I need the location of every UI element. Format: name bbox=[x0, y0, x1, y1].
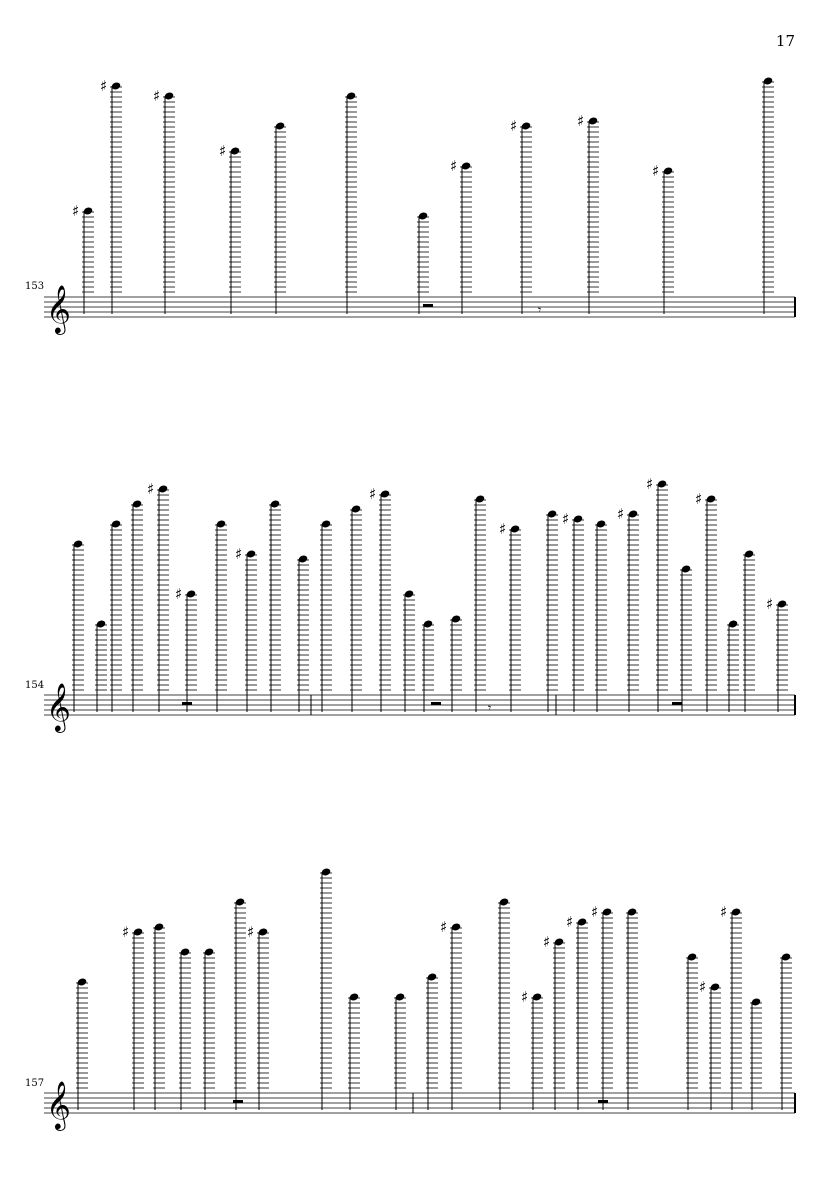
sharp-icon: ♯ bbox=[720, 903, 728, 921]
sharp-icon: ♯ bbox=[617, 505, 625, 523]
half-rest-icon bbox=[598, 1100, 608, 1103]
sharp-icon: ♯ bbox=[591, 903, 599, 921]
treble-clef-icon: 𝄞 bbox=[46, 284, 71, 333]
sharp-icon: ♯ bbox=[521, 988, 529, 1006]
half-rest-icon bbox=[431, 702, 441, 705]
sharp-icon: ♯ bbox=[440, 918, 448, 936]
sharp-icon: ♯ bbox=[369, 485, 377, 503]
sharp-icon: ♯ bbox=[153, 87, 161, 105]
measure-number: 157 bbox=[25, 1078, 45, 1089]
sharp-icon: ♯ bbox=[450, 157, 458, 175]
sharp-icon: ♯ bbox=[122, 923, 130, 941]
sharp-icon: ♯ bbox=[219, 142, 227, 160]
half-rest-icon bbox=[423, 304, 433, 307]
sharp-icon: ♯ bbox=[100, 77, 108, 95]
sharp-icon: ♯ bbox=[499, 520, 507, 538]
sharp-icon: ♯ bbox=[652, 162, 660, 180]
sharp-icon: ♯ bbox=[543, 933, 551, 951]
eighth-rest-icon: 𝄾 bbox=[538, 303, 542, 317]
page-number: 17 bbox=[775, 32, 795, 50]
sharp-icon: ♯ bbox=[510, 117, 518, 135]
sharp-icon: ♯ bbox=[695, 490, 703, 508]
sharp-icon: ♯ bbox=[577, 112, 585, 130]
eighth-rest-icon: 𝄾 bbox=[488, 701, 492, 715]
sharp-icon: ♯ bbox=[566, 913, 574, 931]
treble-clef-icon: 𝄞 bbox=[46, 682, 71, 731]
sharp-icon: ♯ bbox=[147, 480, 155, 498]
sharp-icon: ♯ bbox=[766, 595, 774, 613]
sharp-icon: ♯ bbox=[699, 978, 707, 996]
half-rest-icon bbox=[233, 1100, 243, 1103]
half-rest-icon bbox=[182, 702, 192, 705]
half-rest-icon bbox=[672, 702, 682, 705]
sharp-icon: ♯ bbox=[646, 475, 654, 493]
sharp-icon: ♯ bbox=[247, 923, 255, 941]
measure-number: 154 bbox=[25, 680, 45, 691]
sharp-icon: ♯ bbox=[175, 585, 183, 603]
sharp-icon: ♯ bbox=[562, 510, 570, 528]
measure-number: 153 bbox=[25, 281, 45, 292]
sharp-icon: ♯ bbox=[72, 202, 80, 220]
sharp-icon: ♯ bbox=[235, 545, 243, 563]
treble-clef-icon: 𝄞 bbox=[46, 1080, 71, 1129]
